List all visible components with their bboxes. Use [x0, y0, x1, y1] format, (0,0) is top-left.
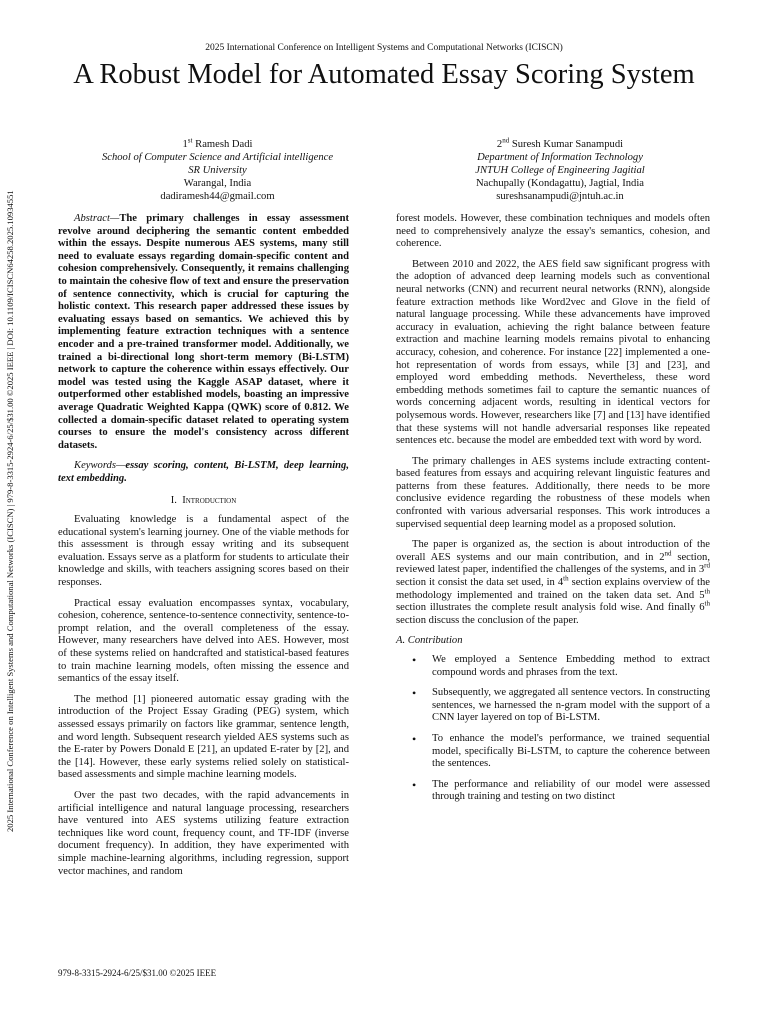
- paragraph-organization: The paper is organized as, the section is about introduction of the overall AES systems and our main contribution, and in 2nd section, reviewed latest paper, indentified the challenges of the systems, and in 3rd section it consist the data set used, in 4th section explains overview of the methodology implemented and trained on the taken data set. And 5th section illustrates the complete result analysis fold wise. And finally 6th section discuss the conclusion of the paper.: [396, 539, 710, 626]
- author-org-2: JNTUH College of Engineering Jagitial: [475, 165, 645, 176]
- paragraph: The method [1] pioneered automatic essay grading with the introduction of the Project Essay Grading (PEG) system, which assessed essays primarily on factors like grammar, sentence length, and word length. Subsequent research yielded AES systems such as the E-rater by Powers Donald E [21], an updated E-rater by [2], and the [14]. However, these early systems relied solely on statistical-based assessments and simple machine learning models.: [58, 693, 349, 781]
- paper-title: A Robust Model for Automated Essay Scoring System: [73, 59, 695, 90]
- section-heading-introduction: I. Introduction: [170, 495, 237, 507]
- author-email-1: dadiramesh44@gmail.com: [160, 191, 275, 202]
- list-item: • The performance and reliability of our model were assessed through training and testing on two distinct: [432, 779, 710, 804]
- author-location-1: Warangal, India: [183, 178, 252, 189]
- list-item: • Subsequently, we aggregated all sentence vectors. In constructing sentences, we harnessed the n-gram model with the support of a CNN layer layered on top of Bi-LSTM.: [432, 687, 710, 725]
- paragraph: The primary challenges in AES systems include extracting content-based features from essays and acquiring relevant linguistic features and patterns from these features. Additionally, there needs to be more conclusive evidence regarding the robustness of these models when confronted with various adversarial responses. This work introduces a supervised sequential deep learning model as a proposed solution.: [396, 455, 710, 530]
- keywords: Keywords—essay scoring, content, Bi-LSTM, deep learning, text embedding.: [58, 460, 349, 484]
- author-name-1: 1st Ramesh Dadi: [182, 136, 253, 150]
- paragraph: Over the past two decades, with the rapid advancements in artificial intelligence and natural language processing, researchers have ventured into AES systems utilizing feature extraction techniques like word count, frequency count, and TF-IDF (inverse document frequency). In addition, they have experimented with simple machine-learning algorithms, including regression, support vector machines, and random: [58, 789, 349, 877]
- author-org-1: SR University: [188, 165, 247, 176]
- author-block-2: [400, 138, 720, 203]
- author-dept-2: Department of Information Technology: [477, 152, 643, 163]
- right-column: [396, 213, 710, 812]
- subsection-heading-contribution: A. Contribution: [396, 635, 463, 647]
- abstract: Abstract—The primary challenges in essay assessment revolve around deciphering the semantic content embedded within the essays. Despite numerous AES systems, many still need to evaluate essays regarding domain-specific content and cohesion comprehensively. Consequently, it remains challenging to maintain the cohesive flow of text and ensure the preservation of sentence connectivity, which is crucial for capturing the holistic context. This research paper addressed these issues by evaluating essays based on semantics. We achieved this by implementing feature extraction techniques with a sentence encoder and a pre-trained transformer model. Additionally, we trained a bi-directional long short-term memory (Bi-LSTM) network to capture the coherence within essays effectively. Our model was tested using the Kaggle ASAP dataset, where it outperformed other established models, boasting an impressive average Quadratic Weighted Kappa (QWK) score of 0.812. We collected a domain-specific dataset related to operating system courses to ensure the model's consistency across different datasets.: [58, 213, 349, 451]
- list-item: • We employed a Sentence Embedding method to extract compound words and phrases from the text.: [432, 654, 710, 679]
- doi-sidebar: 2025 International Conference on Intelligent Systems and Computational Networks (ICISCN) | 979-8-3315-2924-6/25/$31.00 ©2025 IEEE | DOI: 10.1109/ICISCN64258.2025.10934551: [5, 190, 15, 832]
- paragraph: Between 2010 and 2022, the AES field saw significant progress with the adoption of advanced deep learning models such as conventional neural networks (CNN) and recurrent neural networks (RNN), alongside feature extraction methods like Word2vec and Glove in the field of natural language processing. While these advancements have improved accuracy in evaluation, achieving the right balance between feature extraction and machine learning models remains pivotal to enhancing accuracy, cohesion, and coherence. For instance [22] implemented a one-hot representation of words from essays, while [3] and [23], and employed word embedding methods. Nevertheless, these word embedding methods sometimes fail to capture the semantic nuances of words concerning adjacent words, resulting in identical vectors for polysemous words. However, researchers like [7] and [13] have identified that these systems will not handle adversarial responses like repeated sentences etc. because the model are embedded text with word by word.: [396, 258, 710, 447]
- contribution-list: [396, 654, 710, 804]
- author-email-2: sureshsanampudi@jntuh.ac.in: [496, 191, 624, 202]
- footer-copyright: 979-8-3315-2924-6/25/$31.00 ©2025 IEEE: [58, 968, 217, 978]
- list-item: • To enhance the model's performance, we trained sequential model, specifically Bi-LSTM, to capture the coherence between the sentences.: [432, 733, 710, 771]
- paragraph: Evaluating knowledge is a fundamental aspect of the educational system's learning journey. One of the viable methods for this assessment is through essay writing and its subsequent evaluation. Essays serve as a platform for students to articulate their knowledge and skills, with teachers assigning scores based on their responses.: [58, 514, 349, 589]
- author-name-2: 2nd Suresh Kumar Sanampudi: [496, 136, 624, 150]
- paragraph: Practical essay evaluation encompasses syntax, vocabulary, cohesion, coherence, sentence-to-sentence connectivity, sentence-to-prompt relation, and the overall completeness of the essay. However, many researchers have delved into AES. However, most of these systems relied on handcrafted and statistical-based features to train machine learning models, often missing the essence and semantics of the essay itself.: [58, 597, 349, 685]
- left-column: [58, 213, 349, 886]
- conference-header: 2025 International Conference on Intelligent Systems and Computational Networks (ICISCN): [205, 43, 563, 53]
- paragraph: forest models. However, these combination techniques and models often need to comprehensively analyze the essay's semantics, cohesion, and coherence.: [396, 213, 710, 250]
- author-dept-1: School of Computer Science and Artificial intelligence: [101, 152, 334, 163]
- author-location-2: Nachupally (Kondagattu), Jagtial, India: [476, 178, 644, 189]
- author-block-1: [60, 138, 375, 203]
